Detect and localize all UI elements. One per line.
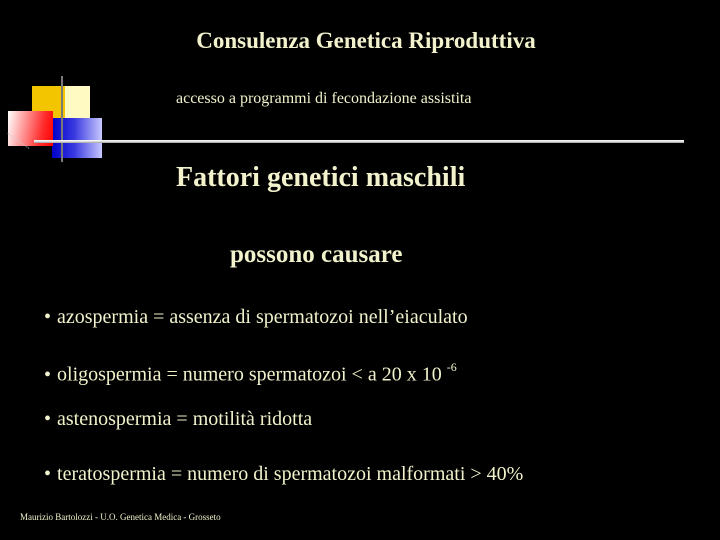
bullet-superscript: -6 (446, 360, 457, 374)
bullet-icon: • (44, 363, 52, 386)
logo-blue-square (52, 118, 102, 158)
bullet-text: azospermia = assenza di spermatozoi nell’eiaculato (57, 306, 468, 328)
bullet-icon: • (44, 463, 52, 485)
bullet-item-teratospermia (44, 463, 523, 486)
section-heading: Fattori genetici maschili (176, 162, 466, 193)
slide-title: Consulenza Genetica Riproduttiva (196, 28, 536, 53)
logo-vertical-line (61, 76, 63, 162)
slide-subtitle: accesso a programmi di fecondazione assistita (176, 90, 472, 107)
bullet-text: teratospermia = numero di spermatozoi malformati > 40% (57, 463, 524, 485)
bullet-icon: • (44, 306, 52, 328)
bullet-item-oligospermia (44, 362, 457, 387)
bullet-item-astenospermia (44, 408, 312, 431)
bullet-text: oligospermia = numero spermatozoi < a 20 x 10 (57, 363, 447, 386)
footer-credit: Maurizio Bartolozzi - U.O. Genetica Medica - Grosseto (20, 512, 221, 522)
horizontal-divider (34, 140, 684, 143)
logo-light-yellow-square (65, 86, 90, 118)
bullet-item-azospermia (44, 306, 468, 329)
bullet-text: astenospermia = motilità ridotta (57, 408, 313, 430)
section-subheading: possono causare (230, 241, 403, 268)
bullet-icon: • (44, 408, 52, 430)
logo-graphic (0, 0, 120, 170)
